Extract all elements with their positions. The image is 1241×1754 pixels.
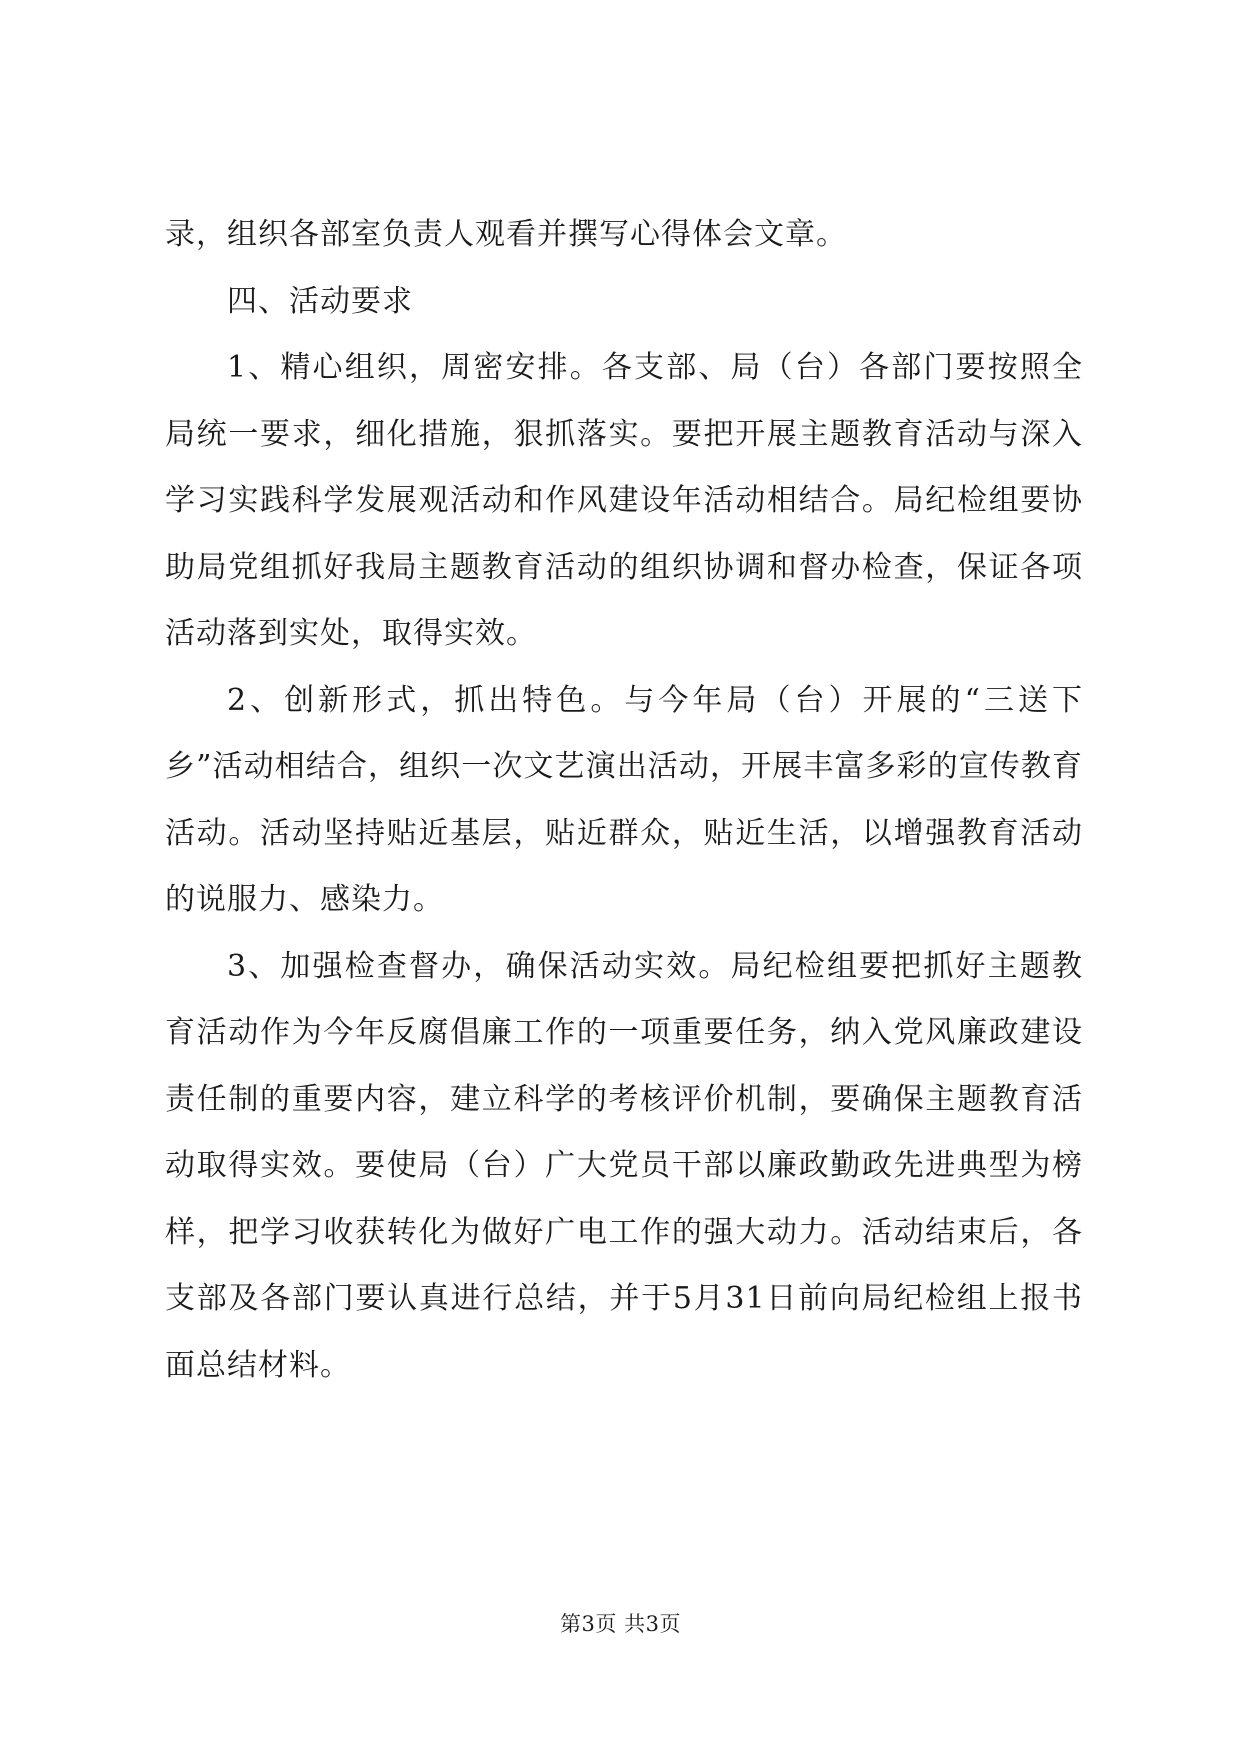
page-number-footer: 第3页 共3页 bbox=[560, 1612, 681, 1636]
section-heading: 四、活动要求 bbox=[227, 283, 413, 319]
paragraph-continuation: 录，组织各部室负责人观看并撰写心得体会文章。 bbox=[165, 217, 847, 252]
paragraph-item-1: 1、精心组织，周密安排。各支部、局（台）各部门要按照全局统一要求，细化措施，狠抓落实。要把开展主题教育活动与深入学习实践科学发展观活动和作风建设年活动相结合。局纪检组要协助局党组抓好我局主题教育活动的组织协调和督办检查，保证各项活动落到实处，取得实效。 bbox=[165, 350, 1083, 651]
paragraph-item-2: 2、创新形式，抓出特色。与今年局（台）开展的“三送下乡”活动相结合，组织一次文艺演出活动，开展丰富多彩的宣传教育活动。活动坚持贴近基层，贴近群众，贴近生活，以增强教育活动的说服力、感染力。 bbox=[165, 682, 1083, 917]
document-body bbox=[165, 202, 1083, 1399]
paragraph-item-3: 3、加强检查督办，确保活动实效。局纪检组要把抓好主题教育活动作为今年反腐倡廉工作的一项重要任务，纳入党风廉政建设责任制的重要内容，建立科学的考核评价机制，要确保主题教育活动取得实效。要使局（台）广大党员干部以廉政勤政先进典型为榜样，把学习收获转化为做好广电工作的强大动力。活动结束后，各支部及各部门要认真进行总结，并于5月31日前向局纪检组上报书面总结材料。 bbox=[165, 948, 1083, 1383]
